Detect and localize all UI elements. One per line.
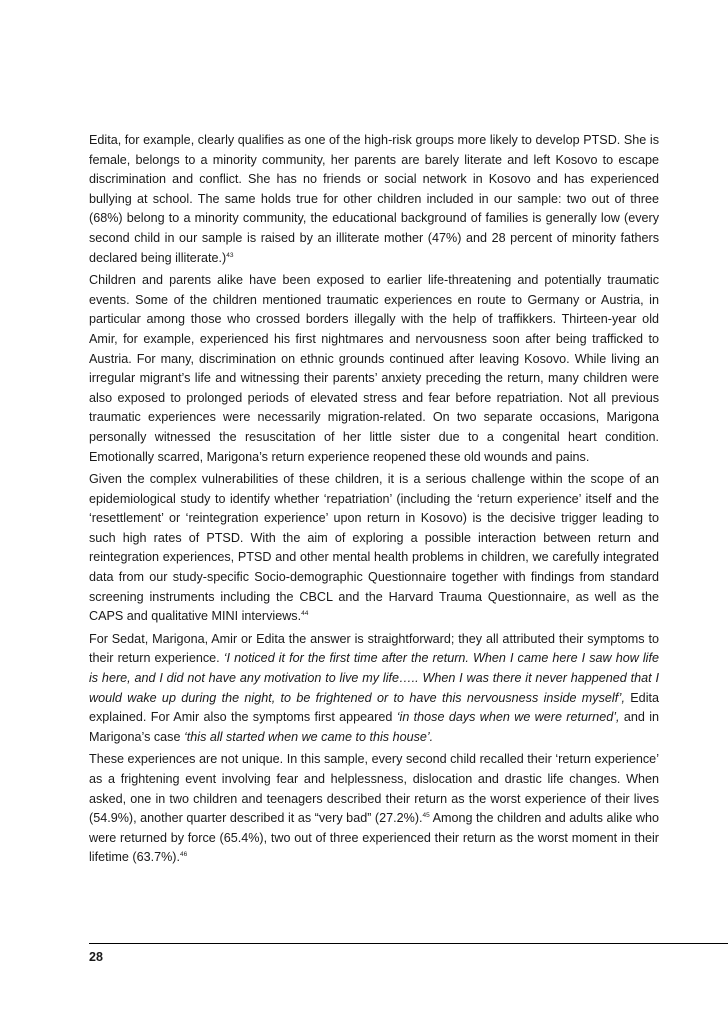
paragraph-4-mid: Edita explained. For Amir also the symptoms first appeared bbox=[89, 690, 659, 725]
page-number: 28 bbox=[89, 950, 103, 964]
paragraph-1 bbox=[89, 131, 659, 268]
paragraph-5-text-2: Among the children and adults alike who were returned by force (65.4%), two out of three experienced their return as the worst moment in their lifetime (63.7%). bbox=[89, 811, 659, 865]
paragraph-4-intro: For Sedat, Marigona, Amir or Edita the answer is straightforward; they all attributed their symptoms to their return experience. bbox=[89, 631, 659, 666]
paragraph-1-text: Edita, for example, clearly qualifies as one of the high-risk groups more likely to develop PTSD. She is female, belongs to a minority community, her parents are barely literate and left Kosovo to escape discrimination and conflict. She has no friends or social network in Kosovo and has experienced bullying at school. The same holds true for other children included in our sample: two out of three (68%) belong to a minority community, the educational background of families is generally low (every second child in our sample is raised by an illiterate mother (47%) and 28 percent of minority fathers declared being illiterate.) bbox=[89, 133, 659, 265]
paragraph-4-mid2: and in Marigona’s case bbox=[89, 710, 660, 744]
paragraph-5-text-1: These experiences are not unique. In this sample, every second child recalled their ‘return experience’ as a frightening event involving fear and helplessness, dislocation and drastic life changes. When asked, one in two children and teenagers described their return as the worst experience of their lives (54.9%), another quarter described it as “very bad” (27.2%). bbox=[89, 752, 659, 826]
amir-quote: ‘in those days when we were returned’, bbox=[396, 710, 620, 725]
paragraph-3-text: Given the complex vulnerabilities of these children, it is a serious challenge within the scope of an epidemiological study to identify whether ‘repatriation’ (including the ‘return experience’ itself and the ‘resettlement’ or ‘reintegration experience’ upon return in Kosovo) is the decisive trigger leading to such high rates of PTSD. With the aim of exploring a possible interaction between return and reintegration experiences, PTSD and other mental health problems in children, we carefully integrated data from our study-specific Socio-demographic Questionnaire together with findings from standard screening instruments including the CBCL and the Harvard Trauma Questionnaire, as well as the CAPS and qualitative MINI interviews. bbox=[89, 472, 659, 624]
footnote-ref-45[interactable]: 45 bbox=[422, 812, 430, 820]
footnote-ref-44[interactable]: 44 bbox=[301, 610, 309, 618]
footer-rule bbox=[89, 943, 728, 944]
edita-quote: ‘I noticed it for the first time after the return. When I came here I saw how life is here, and I did not have any motivation to live my life….. When I was there it never happened that I would wake up during the night, to be frightened or to have this nervousness inside myself’, bbox=[89, 651, 659, 705]
marigona-quote: ‘this all started when we came to this house’. bbox=[183, 729, 434, 744]
paragraph-3 bbox=[89, 470, 659, 627]
paragraph-2 bbox=[89, 271, 659, 467]
paragraph-2-text: Children and parents alike have been exposed to earlier life-threatening and potentially traumatic events. Some of the children mentioned traumatic experiences en route to Germany or Austria, in particular among those who crossed borders illegally with the help of traffikkers. Thirteen-year old Amir, for example, experienced his first nightmares and nervousness soon after being trafficked to Austria. For many, discrimination on ethnic grounds continued after leaving Kosovo. While living an irregular migrant’s life and witnessing their parents’ anxiety preceding the return, many children were also exposed to prolonged periods of elevated stress and fear before repatriation. Not all previous traumatic experiences were necessarily migration-related. On two separate occasions, Marigona personally witnessed the resuscitation of her little sister due to a congenital heart condition. Emotionally scarred, Marigona’s return experience reopened these old wounds and pains. bbox=[89, 273, 659, 464]
footnote-ref-46[interactable]: 46 bbox=[180, 851, 188, 859]
page-body bbox=[89, 131, 659, 868]
footnote-ref-43[interactable]: 43 bbox=[226, 251, 234, 259]
paragraph-5 bbox=[89, 750, 659, 868]
paragraph-4 bbox=[89, 630, 659, 748]
